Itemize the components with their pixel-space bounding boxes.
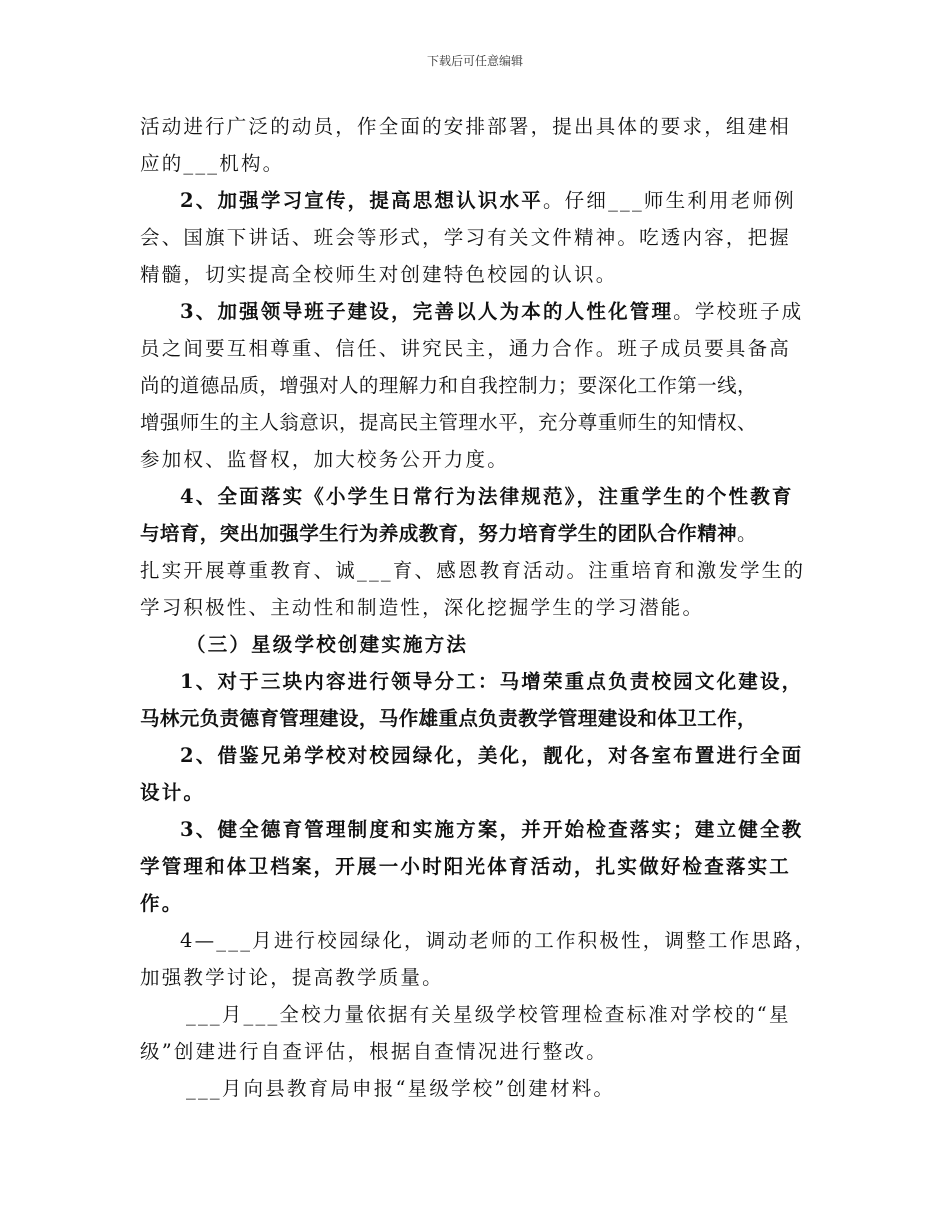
paragraph-line: 活动进行广泛的动员，作全面的安排部署，提出具体的要求，组建相 bbox=[140, 115, 792, 138]
paragraph-text: 。学校班子成 bbox=[673, 300, 804, 323]
paragraph-line: 增强师生的主人翁意识，提高民主管理水平，充分尊重师生的知情权、 bbox=[140, 411, 757, 434]
bold-paragraph-line: 设计。 bbox=[140, 781, 206, 804]
bold-paragraph-line bbox=[140, 515, 830, 552]
bold-paragraph-line: 4、全面落实《小学生日常行为法律规范》，注重学生的个性教育 bbox=[180, 485, 794, 508]
paragraph-line bbox=[140, 293, 830, 330]
paragraph-line: 尚的道德品质，增强对人的理解力和自我控制力；要深化工作第一线， bbox=[140, 374, 757, 397]
paragraph-line: 员之间要互相尊重、信任、讲究民主，通力合作。班子成员要具备高 bbox=[140, 337, 792, 360]
paragraph-line bbox=[140, 182, 830, 219]
document-body bbox=[140, 108, 830, 1107]
paragraph-line: 精髓，切实提高全校师生对创建特色校园的认识。 bbox=[140, 263, 618, 286]
paragraph-line: 参加权、监督权，加大校务公开力度。 bbox=[140, 448, 509, 471]
paragraph-line: 学习积极性、主动性和制造性，深化挖掘学生的学习潜能。 bbox=[140, 596, 705, 619]
bold-paragraph-line: 1、对于三块内容进行领导分工：马增荣重点负责校园文化建设， bbox=[180, 670, 804, 693]
paragraph-line: 加强教学讨论，提高教学质量。 bbox=[140, 966, 444, 989]
bold-paragraph-line: 3、健全德育管理制度和实施方案，并开始检查落实；建立健全教 bbox=[180, 818, 804, 841]
bold-text: 与培育，突出加强学生行为养成教育，努力培育学生的团队合作精神 bbox=[140, 522, 738, 545]
paragraph-line: 4—___月进行校园绿化，调动老师的工作积极性，调整工作思路， bbox=[180, 929, 817, 952]
paragraph-line: 会、国旗下讲话、班会等形式，学习有关文件精神。吃透内容，把握 bbox=[140, 226, 792, 249]
bold-paragraph-line: 2、借鉴兄弟学校对校园绿化，美化，靓化，对各室布置进行全面 bbox=[180, 744, 804, 767]
paragraph-line: ___月向县教育局申报“星级学校”创建材料。 bbox=[186, 1077, 616, 1100]
bold-paragraph-line: 作。 bbox=[140, 892, 184, 915]
paragraph-text: 。仔细___师生利用老师例 bbox=[542, 189, 796, 212]
page-header: 下载后可任意编辑 bbox=[426, 54, 523, 68]
bold-paragraph-line: 马林元负责德育管理建设，马作雄重点负责教学管理建设和体卫工作， bbox=[140, 707, 757, 730]
bold-heading: 3、加强领导班子建设，完善以人为本的人性化管理 bbox=[180, 300, 674, 323]
paragraph-line: ___月___全校力量依据有关星级学校管理检查标准对学校的“星 bbox=[186, 1003, 791, 1026]
paragraph-line: 扎实开展尊重教育、诚___育、感恩教育活动。注重培育和激发学生的 bbox=[140, 559, 806, 582]
paragraph-line: 应的___机构。 bbox=[140, 152, 285, 175]
section-heading: （三）星级学校创建实施方法 bbox=[186, 633, 469, 656]
bold-paragraph-line: 学管理和体卫档案，开展一小时阳光体育活动，扎实做好检查落实工 bbox=[140, 855, 792, 878]
bold-heading: 2、加强学习宣传，提高思想认识水平 bbox=[180, 189, 543, 212]
paragraph-line: 级”创建进行自查评估，根据自查情况进行整改。 bbox=[140, 1040, 608, 1063]
paragraph-text: 。 bbox=[737, 522, 757, 545]
